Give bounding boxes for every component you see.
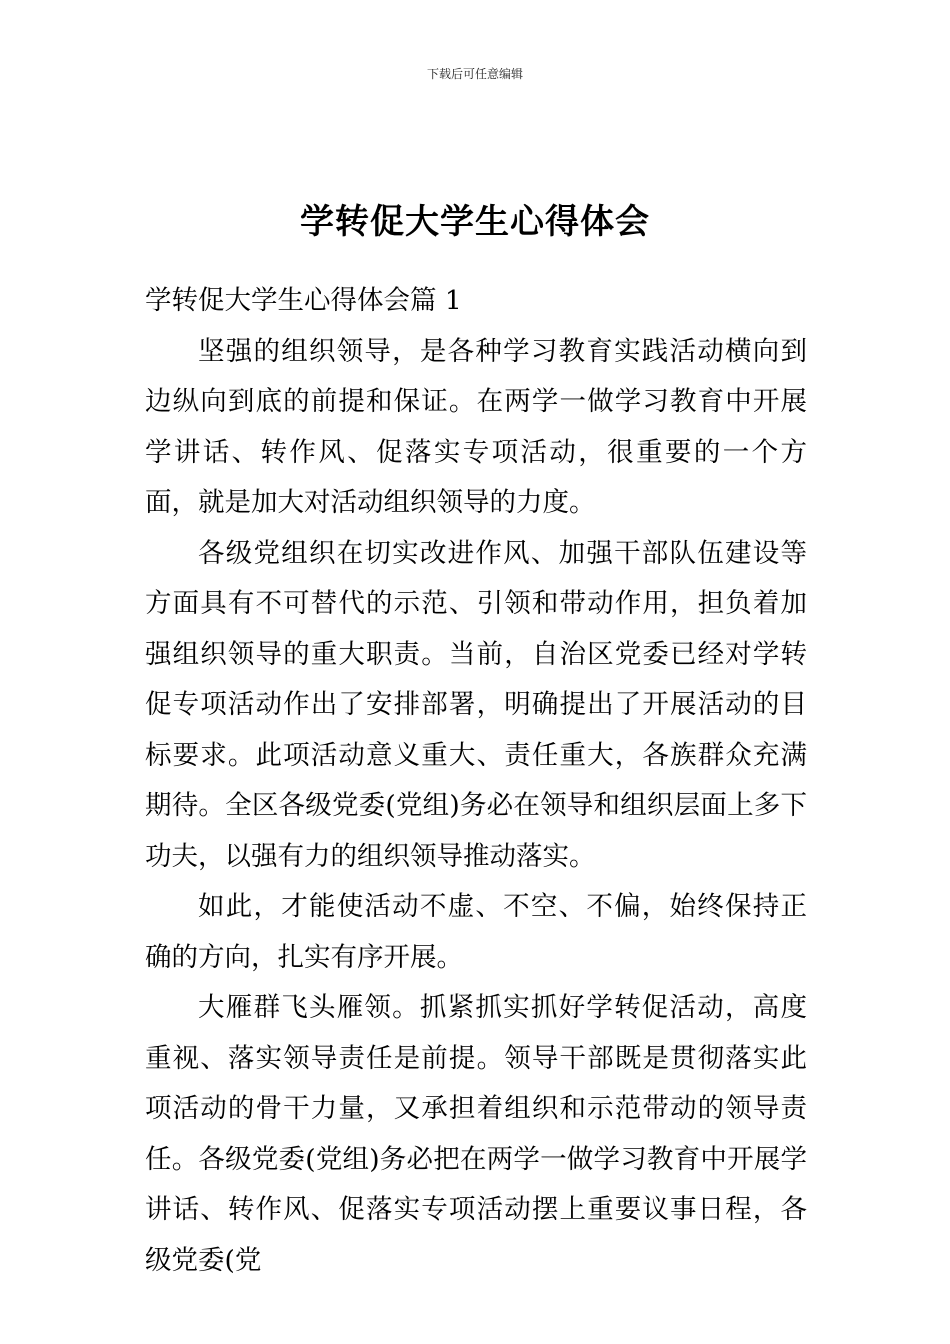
- section-heading: 学转促大学生心得体会篇 1: [145, 285, 462, 316]
- paragraph-2: 各级党组织在切实改进作风、加强干部队伍建设等方面具有不可替代的示范、引领和带动作用，担负着加强组织领导的重大职责。当前，自治区党委已经对学转促专项活动作出了安排部署，明确提出了开展活动的目标要求。此项活动意义重大、责任重大，各族群众充满期待。全区各级党委(党组)务必在领导和组织层面上多下功夫，以强有力的组织领导推动落实。: [145, 537, 807, 872]
- document-title: 学转促大学生心得体会: [300, 201, 650, 242]
- paragraph-3: 如此，才能使活动不虚、不空、不偏，始终保持正确的方向，扎实有序开展。: [145, 891, 807, 973]
- paragraph-1: 坚强的组织领导，是各种学习教育实践活动横向到边纵向到底的前提和保证。在两学一做学习教育中开展学讲话、转作风、促落实专项活动，很重要的一个方面，就是加大对活动组织领导的力度。: [145, 335, 807, 518]
- document-body: [145, 276, 807, 1286]
- paragraph-4: 大雁群飞头雁领。抓紧抓实抓好学转促活动，高度重视、落实领导责任是前提。领导干部既是贯彻落实此项活动的骨干力量，又承担着组织和示范带动的领导责任。各级党委(党组)务必把在两学一做学习教育中开展学讲话、转作风、促落实专项活动摆上重要议事日程，各级党委(党: [145, 992, 807, 1276]
- header-note: 下载后可任意编辑: [426, 67, 523, 81]
